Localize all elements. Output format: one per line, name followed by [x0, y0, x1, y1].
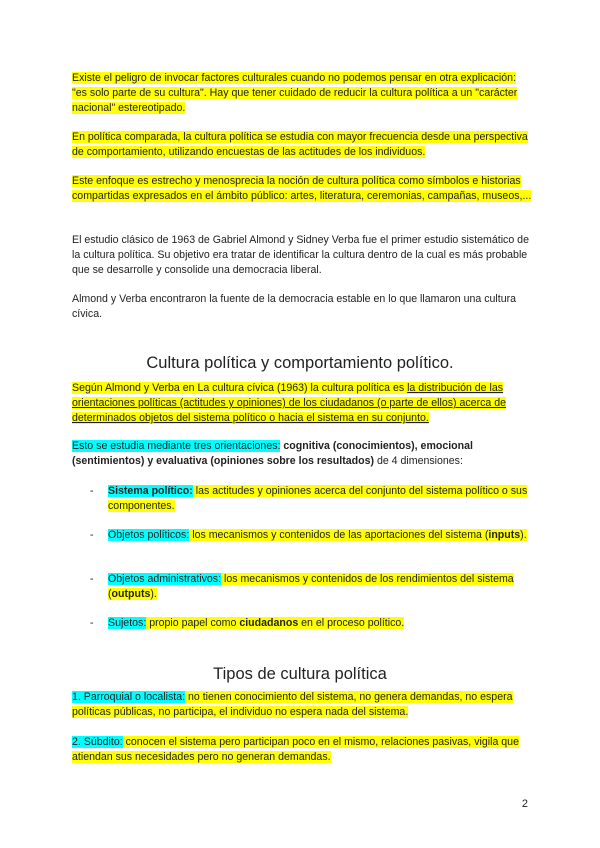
list-item	[72, 484, 532, 514]
body-text: Almond y Verba encontraron la fuente de la democracia estable en lo que llamaron una cultura cívica.	[72, 293, 517, 320]
highlight-text: En política comparada, la cultura política se estudia con mayor frecuencia desde una perspectiva de comportamiento, utilizando encuestas de las actitudes de los individuos.	[72, 131, 528, 158]
item-end: en el proceso político.	[298, 617, 405, 629]
type-text: conocen el sistema pero participan poco en el mismo, relaciones pasivas, vigila que atiendan sus necesidades pero no generan demandas.	[72, 736, 519, 763]
paragraph-comparative-politics	[72, 130, 532, 160]
item-text: los mecanismos y contenidos de las aportaciones del sistema (	[189, 529, 489, 541]
paragraph-definition	[72, 381, 532, 426]
item-end: ).	[150, 588, 157, 600]
item-label: Objetos políticos:	[108, 529, 190, 541]
highlight-text: Existe el peligro de invocar factores culturales cuando no podemos pensar en otra explicación: "es solo parte de su cultura". Hay que tener cuidado de reducir la cultura política a un "carácter nacional" estereotipado.	[72, 72, 518, 114]
item-text: las actitudes y opiniones acerca del conjunto del sistema político o sus componentes.	[108, 485, 528, 512]
dimensions-list	[72, 572, 532, 602]
type-label: 2. Súbdito:	[72, 736, 123, 748]
dimensions-list	[72, 616, 532, 631]
definition-underlined: la distribución de las orientaciones políticas (actitudes y opiniones) de los ciudadanos (o parte de ellos) acerca de determinados objetos del sistema político o hacia el sistema en su conjunto.	[72, 382, 507, 424]
paragraph-cultural-factors	[72, 71, 532, 116]
section-heading-types: Tipos de cultura política	[213, 665, 387, 683]
list-item	[72, 616, 532, 631]
bullet-dash: -	[90, 573, 94, 585]
paragraph-narrow-approach	[72, 174, 532, 204]
definition-intro: Según Almond y Verba en La cultura cívica (1963) la cultura política es	[72, 382, 408, 394]
dimensions-list	[72, 484, 532, 514]
page-number: 2	[521, 798, 528, 810]
item-end: ).	[520, 529, 527, 541]
highlight-text: Este enfoque es estrecho y menosprecia la noción de cultura política como símbolos e historias compartidas expresados en el ámbito público: artes, literatura, ceremonias, campañas, museos,...	[72, 175, 532, 202]
bullet-dash: -	[90, 485, 94, 497]
item-bold: inputs	[488, 529, 521, 541]
paragraph-classic-study	[72, 233, 532, 278]
bullet-dash: -	[90, 617, 94, 629]
item-label: Sujetos:	[108, 617, 147, 629]
section-heading-political-behavior: Cultura política y comportamiento político.	[146, 354, 454, 372]
item-bold: ciudadanos	[239, 617, 299, 629]
paragraph-type-subject	[72, 735, 532, 765]
body-text: El estudio clásico de 1963 de Gabriel Almond y Sidney Verba fue el primer estudio sistemático de la cultura política. Su objetivo era tratar de identificar la cultura dentro de la cual es más probable que se desarrolle y consolide una democracia liberal.	[72, 234, 529, 276]
item-text: propio papel como	[146, 617, 240, 629]
item-bold: outputs	[111, 588, 151, 600]
paragraph-orientations	[72, 439, 532, 469]
orientations-bold: cognitiva (conocimientos), emocional (sentimientos) y evaluativa (opiniones sobre los resultados)	[72, 440, 473, 467]
bullet-dash: -	[90, 529, 94, 541]
type-label: 1. Parroquial o localista:	[72, 691, 186, 703]
item-text: los mecanismos y contenidos de los rendimientos del sistema (	[108, 573, 514, 600]
list-item	[72, 528, 532, 543]
item-label: Objetos administrativos:	[108, 573, 222, 585]
paragraph-civic-culture	[72, 292, 532, 322]
type-text: no tienen conocimiento del sistema, no genera demandas, no espera políticas públicas, no participa, el individuo no espera nada del sistema.	[72, 691, 513, 718]
dimensions-list	[72, 528, 532, 543]
paragraph-type-parochial	[72, 690, 532, 720]
item-label: Sistema político:	[108, 485, 193, 497]
orientations-intro: Esto se estudia mediante tres orientaciones:	[72, 440, 281, 452]
list-item	[72, 572, 532, 602]
orientations-end: de 4 dimensiones:	[374, 455, 463, 467]
